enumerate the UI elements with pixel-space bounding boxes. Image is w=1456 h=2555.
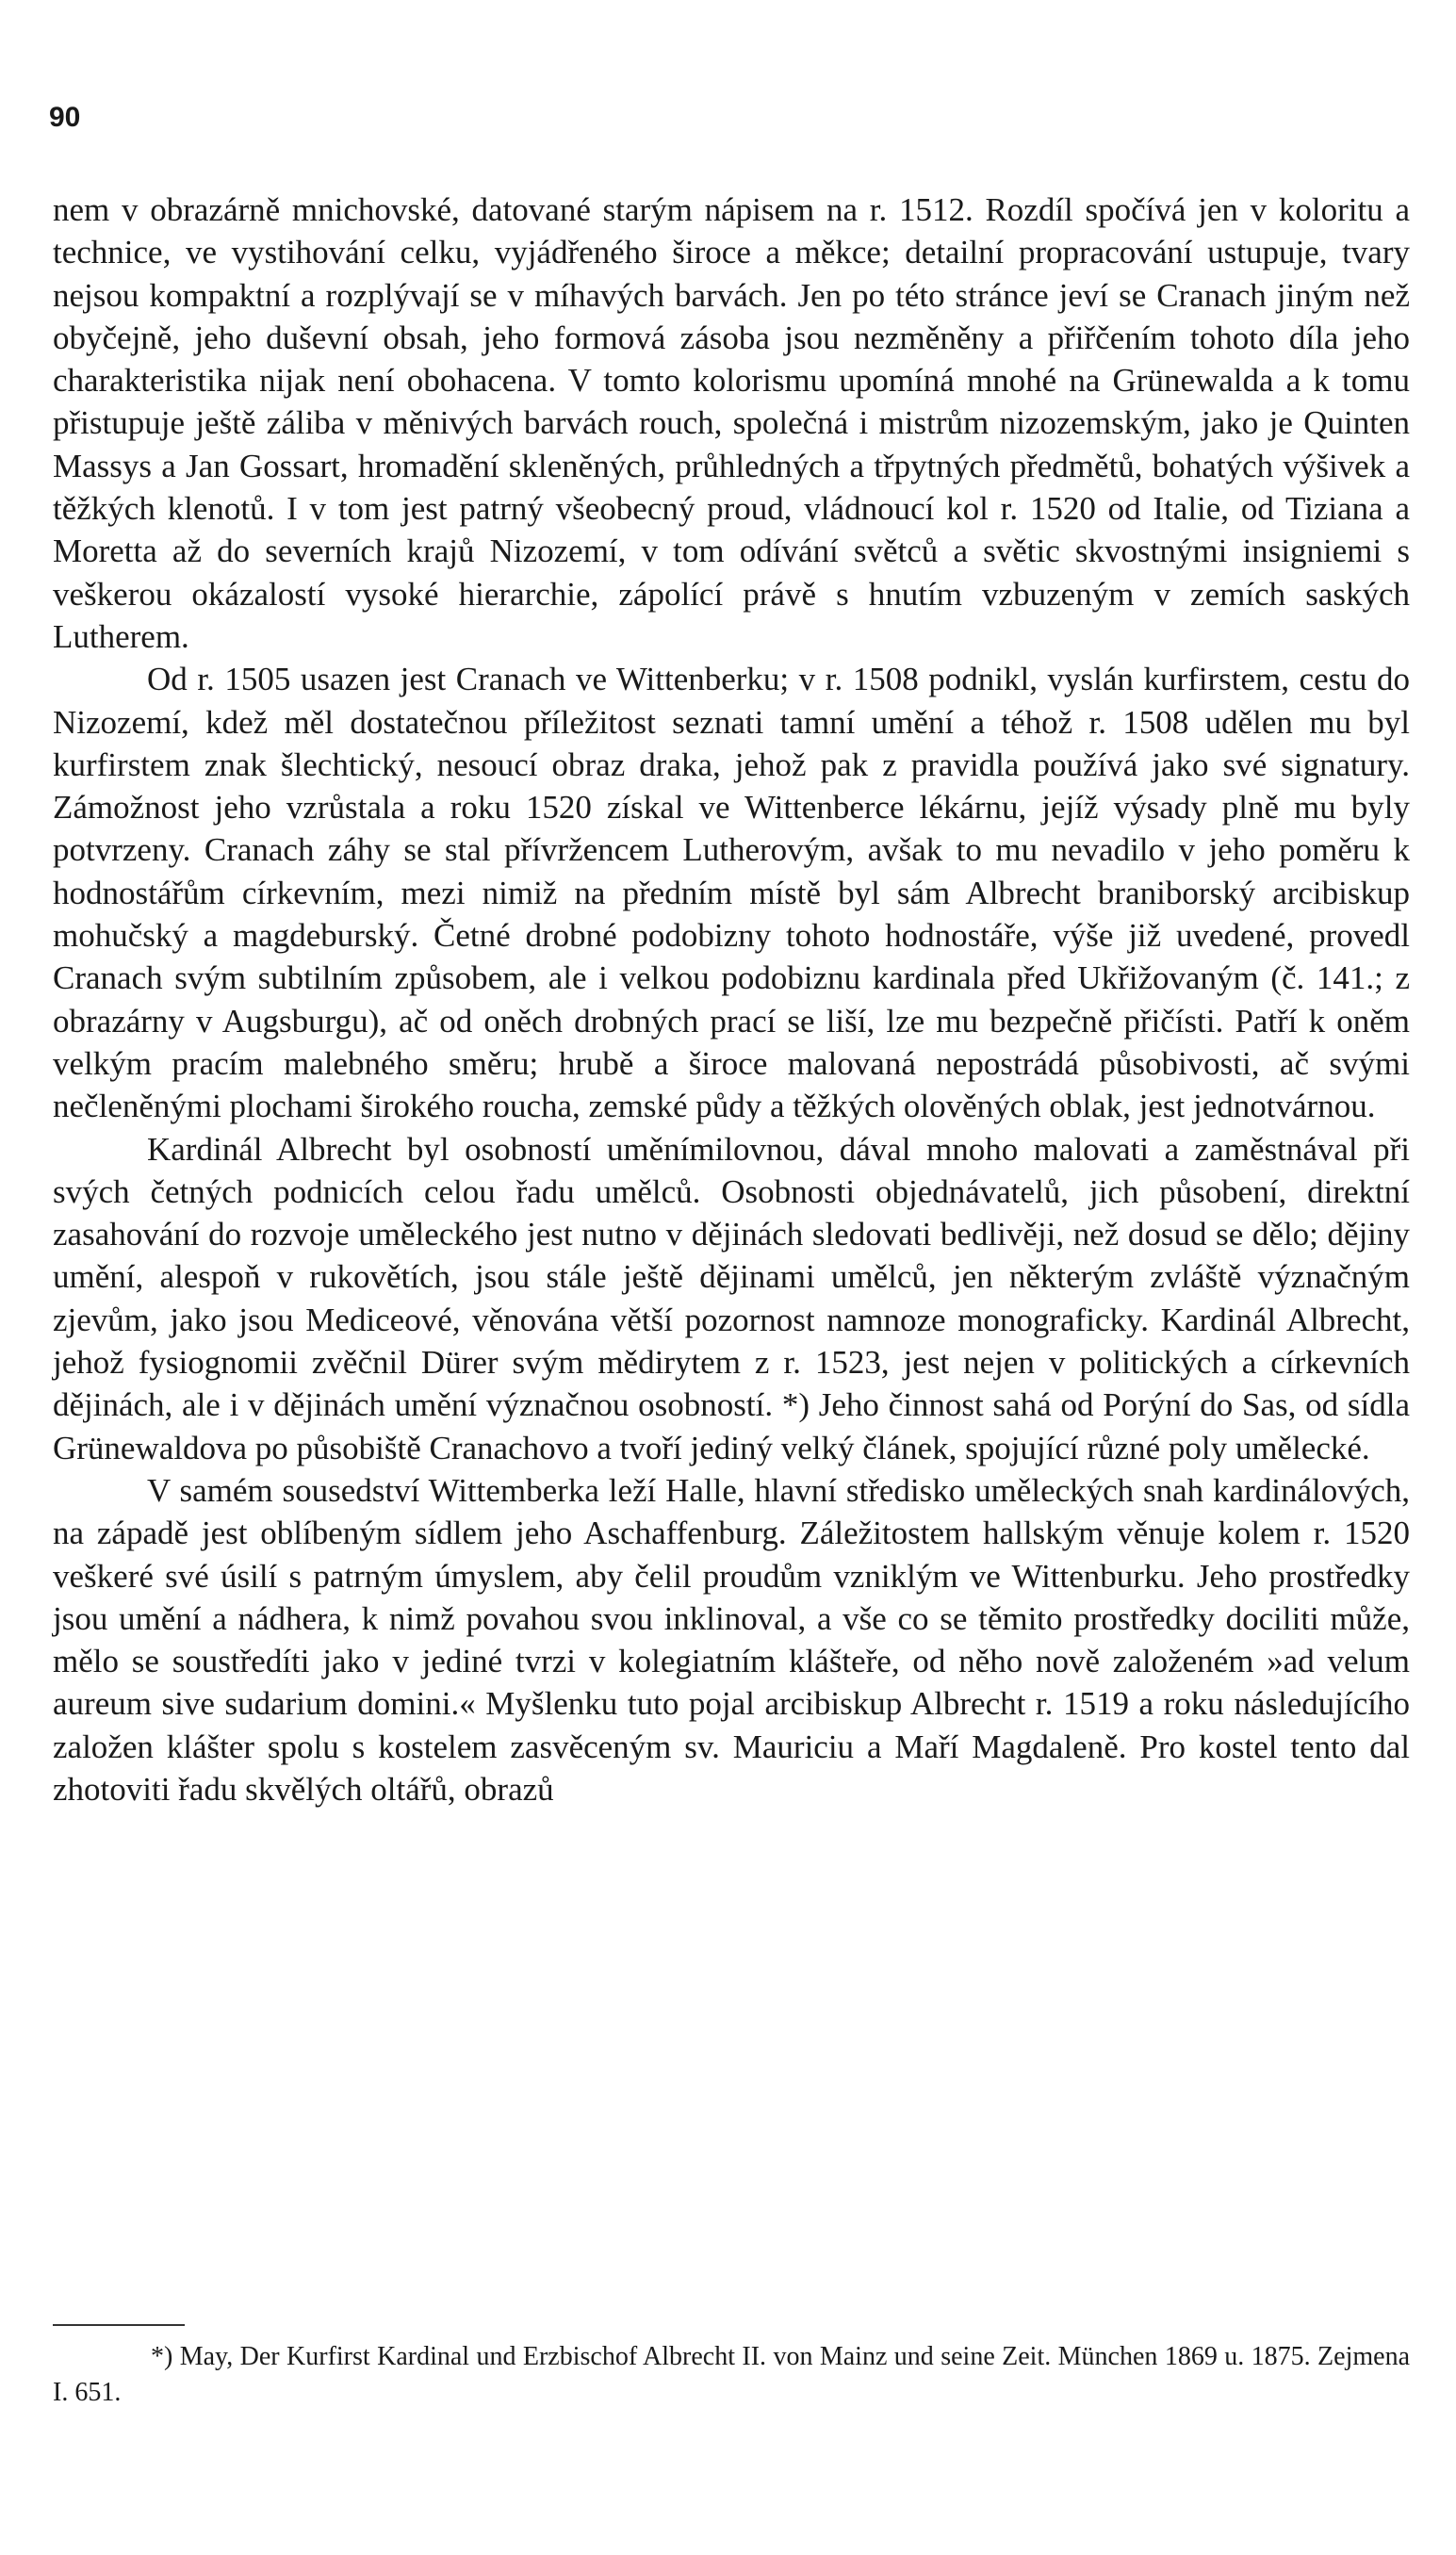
footnote-separator xyxy=(53,2324,185,2326)
footnote-text: *) May, Der Kurfirst Kardinal und Erzbischof Albrecht II. von Mainz und seine Zeit. München 1869 u. 1875. Zejmena I. 651. xyxy=(53,2342,1410,2407)
body-text xyxy=(53,188,1410,1810)
paragraph: nem v obrazárně mnichovské, datované starým nápisem na r. 1512. Rozdíl spočívá jen v koloritu a technice, ve vystihování celku, vyjádřeného široce a měkce; detailní propracování ustupuje, tvary nejsou kompaktní a rozplývají se v míhavých barvách. Jen po této stránce jeví se Cranach jiným než obyčejně, jeho duševní obsah, jeho formová zásoba jsou nezměněny a přiřčením tohoto díla jeho charakteristika nijak není obohacena. V tomto kolorismu upomíná mnohé na Grünewalda a k tomu přistupuje ještě záliba v měnivých barvách rouch, společná i mistrům nizozemským, jako je Quinten Massys a Jan Gossart, hromadění skleněných, průhledných a třpytných předmětů, bohatých výšivek a těžkých klenotů. I v tom jest patrný všeobecný proud, vládnoucí kol r. 1520 od Italie, od Tiziana a Moretta až do severních krajů Nizozemí, v tom odívání světců a světic skvostnými insigniemi s veškerou okázalostí vysoké hierarchie, zápolící právě s hnutím vzbuzeným v zemích saských Lutherem. xyxy=(53,191,1410,655)
footnote xyxy=(53,2339,1410,2411)
paragraph: V samém sousedství Wittemberka leží Halle, hlavní středisko uměleckých snah kardinálových, na západě jest oblíbeným sídlem jeho Aschaffenburg. Záležitostem hallským věnuje kolem r. 1520 veškeré své úsilí s patrným úmyslem, aby čelil proudům vzniklým ve Wittenburku. Jeho prostředky jsou umění a nádhera, k nimž povahou svou inklinoval, a vše co se těmito prostředky dociliti může, mělo se soustředíti jako v jediné tvrzi v kolegiatním klášteře, od něho nově založeném »ad velum aureum sive sudarium domini.« Myšlenku tuto pojal arcibiskup Albrecht r. 1519 a roku následujícího založen klášter spolu s kostelem zasvěceným sv. Mauriciu a Maří Magdaleně. Pro kostel tento dal zhotoviti řadu skvělých oltářů, obrazů xyxy=(53,1471,1410,1808)
paragraph: Od r. 1505 usazen jest Cranach ve Wittenberku; v r. 1508 podnikl, vyslán kurfirstem, cestu do Nizozemí, kdež měl dostatečnou příležitost seznati tamní umění a téhož r. 1508 udělen mu byl kurfirstem znak šlechtický, nesoucí obraz draka, jehož pak z pravidla používá jako své signatury. Zámožnost jeho vzrůstala a roku 1520 získal ve Wittenberce lékárnu, jejíž výsady plně mu byly potvrzeny. Cranach záhy se stal přívržencem Lutherovým, avšak to mu nevadilo v jeho poměru k hodnostářům církevním, mezi nimiž na předním místě byl sám Albrecht braniborský arcibiskup mohučský a magdeburský. Četné drobné podobizny tohoto hodnostáře, výše již uvedené, provedl Cranach svým subtilním způsobem, ale i velkou podobiznu kardinala před Ukřižovaným (č. 141.; z obrazárny v Augsburgu), ač od oněch drobných prací se liší, lze mu bezpečně přičísti. Patří k oněm velkým pracím malebného směru; hrubě a široce malovaná nepostrádá působivosti, ač svými nečleněnými plochami širokého roucha, zemské půdy a těžkých olověných oblak, jest jednotvárnou. xyxy=(53,661,1410,1125)
paragraph: Kardinál Albrecht byl osobností uměnímilovnou, dával mnoho malovati a zaměstnával při svých četných podnicích celou řadu umělců. Osobnosti objednávatelů, jich působení, direktní zasahování do rozvoje uměleckého jest nutno v dějinách sledovati bedlivěji, než dosud se dělo; dějiny umění, alespoň v rukovětích, jsou stále ještě dějinami umělců, jen některým zvláště význačným zjevům, jako jsou Mediceové, věnována větší pozornost namnoze monograficky. Kardinál Albrecht, jehož fysiognomii zvěčnil Dürer svým mědirytem z r. 1523, jest nejen v politických a církevních dějinách, ale i v dějinách umění význačnou osobností. *) Jeho činnost sahá od Porýní do Sas, od sídla Grünewaldova po působiště Cranachovo a tvoří jediný velký článek, spojující různé poly umělecké. xyxy=(53,1130,1410,1466)
page-number: 90 xyxy=(49,102,81,133)
